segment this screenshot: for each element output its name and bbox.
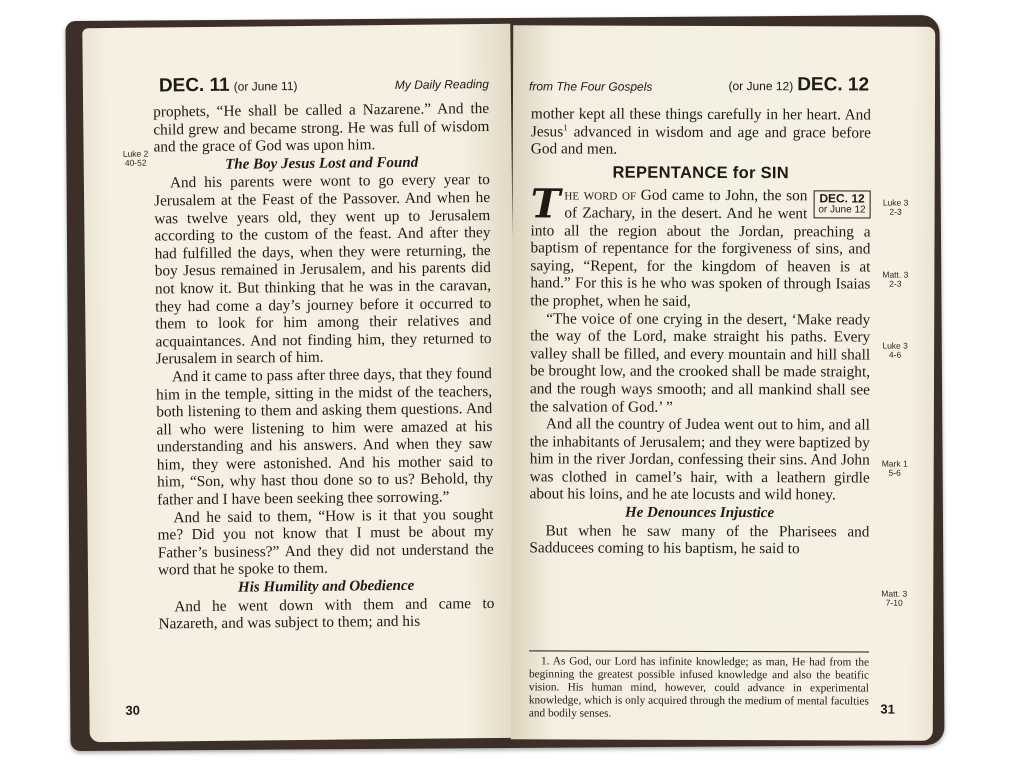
left-body-text	[153, 100, 495, 633]
right-page	[511, 25, 935, 740]
right-heading: He Denounces Injustice	[624, 504, 775, 522]
left-paragraph: And it came to pass after three days, that they found him in the temple, sitting in the midst of the teachers, both listening to them and asking them questions. And all who were listening to him were amazed at his understanding and his answers. And when they saw him, they were astonished. And his mother said to him, “Son, why hast thou done so to us? Behold, thy father and I have been seeking thee sorrowing.”	[156, 364, 494, 509]
right-page-number: 31	[880, 701, 895, 717]
ref-book: Luke 3	[882, 197, 909, 208]
footnote	[529, 650, 869, 721]
right-paragraph	[531, 105, 871, 159]
right-paragraph: “The voice of one crying in the desert, ‘Make ready the way of the Lord, make straight his paths. Every valley shall be filled, and every mountain and hill shall be brought low, and the crooked shall be made straight, and the rough ways smooth; and all mankind shall see the salvation of God.’ ”	[529, 309, 871, 416]
footnote-text: 1. As God, our Lord has infinite knowledge; as man, He had from the beginning the greatest possible infused knowledge and also the beatific vision. His human mind, however, could advance in experimental knowledge, which is only acquired through the medium of mental faculties and bodily senses.	[528, 655, 870, 720]
ref-verses: 2-3	[889, 278, 902, 289]
left-heading-1: The Boy Jesus Lost and Found	[225, 154, 419, 173]
right-paragraph	[530, 180, 871, 311]
left-running-title: My Daily Reading	[394, 77, 489, 92]
ref-book: Matt. 3	[881, 588, 908, 599]
left-alt-date: (or June 11)	[233, 79, 298, 94]
section-title: REPENTANCE for SIN	[612, 163, 790, 183]
right-margin-ref	[877, 590, 911, 608]
left-paragraph: And he said to them, “How is it that you sought me? Did you not know that I must be about my Father’s business?” And they did not understand the word that he spoke to them.	[157, 505, 494, 579]
ref-verses: 2-3	[889, 206, 902, 217]
right-alt-date: (or June 12)	[728, 79, 794, 94]
drop-cap: T	[530, 180, 561, 228]
right-body-text	[529, 105, 871, 558]
left-page-number: 30	[125, 702, 140, 718]
right-margin-ref	[878, 271, 912, 289]
footnote-marker: 1	[563, 121, 568, 132]
left-paragraph: prophets, “He shall be called a Nazarene.” And the child grew and became strong. He was full of wisdom and the grace of God was upon him.	[153, 100, 490, 156]
left-date: DEC. 11	[158, 74, 230, 97]
right-paragraph: And all the country of Judea went out to him, and all the inhabitants of Jerusalem; and they were baptized by him in the river Jordan, confessing their sins. And John was clothed in camel’s hair, with a leathern girdle about his loins, and he ate locusts and wild honey.	[529, 415, 870, 504]
date-box	[813, 191, 870, 219]
ref-verses: 4-6	[888, 349, 902, 360]
ref-verses: 7-10	[885, 597, 903, 608]
left-paragraph: And his parents were wont to go every year to Jerusalem at the Feast of the Passover. And when he was twelve years old, they went up to Jerusalem according to the custom of the feast. And after they had fulfilled the days, when they were returning, the boy Jesus remained in Jerusalem, and his parents did not know it. But thinking that he was in the caravan, they had come a day’s journey before it occurred to them to look for him among their relatives and acquaintances. And not finding him, they returned to Jerusalem in search of him.	[153, 171, 492, 368]
ref-book: Mark 1	[881, 458, 908, 469]
right-text-span: God came to John, the son of Zachary, in the desert. And he went into all the region about the Jordan, preaching a baptism of repentance for the forgiveness of sins, and saying, “Repent, for the kingdom of heaven is at hand.” For this is he who was spoken of through Isaias the prophet, when he said,	[530, 187, 871, 310]
right-margin-ref	[879, 199, 913, 217]
ref-book: Matt. 3	[882, 269, 909, 280]
left-paragraph: And he went down with them and came to Nazareth, and was subject to them; and his	[158, 594, 495, 633]
ref-book: Luke 3	[882, 340, 908, 351]
left-running-head	[159, 72, 489, 103]
right-date: DEC. 12	[797, 74, 870, 96]
date-box-line-1: DEC. 12	[819, 191, 865, 206]
ref-verses: 5-6	[888, 467, 901, 478]
left-margin-ref	[120, 150, 152, 168]
right-text-span: advanced in wisdom and age and grace before God and men.	[530, 123, 871, 158]
right-running-head	[529, 73, 869, 102]
right-text-span: mother kept all these things carefully in her heart. And Jesus	[530, 105, 871, 141]
left-ref-verses: 40-52	[124, 157, 147, 168]
date-box-line-2: or June 12	[818, 204, 866, 216]
left-heading-2: His Humility and Obedience	[237, 577, 415, 596]
right-paragraph: But when he saw many of the Pharisees and Sadducees coming to his baptism, he said to	[529, 522, 870, 558]
right-margin-ref	[878, 460, 912, 478]
left-ref-book: Luke 2	[122, 148, 149, 159]
small-caps-lead: he word of	[564, 186, 637, 205]
left-page	[82, 24, 517, 742]
right-running-title: from The Four Gospels	[529, 79, 653, 94]
right-margin-ref	[878, 342, 912, 360]
